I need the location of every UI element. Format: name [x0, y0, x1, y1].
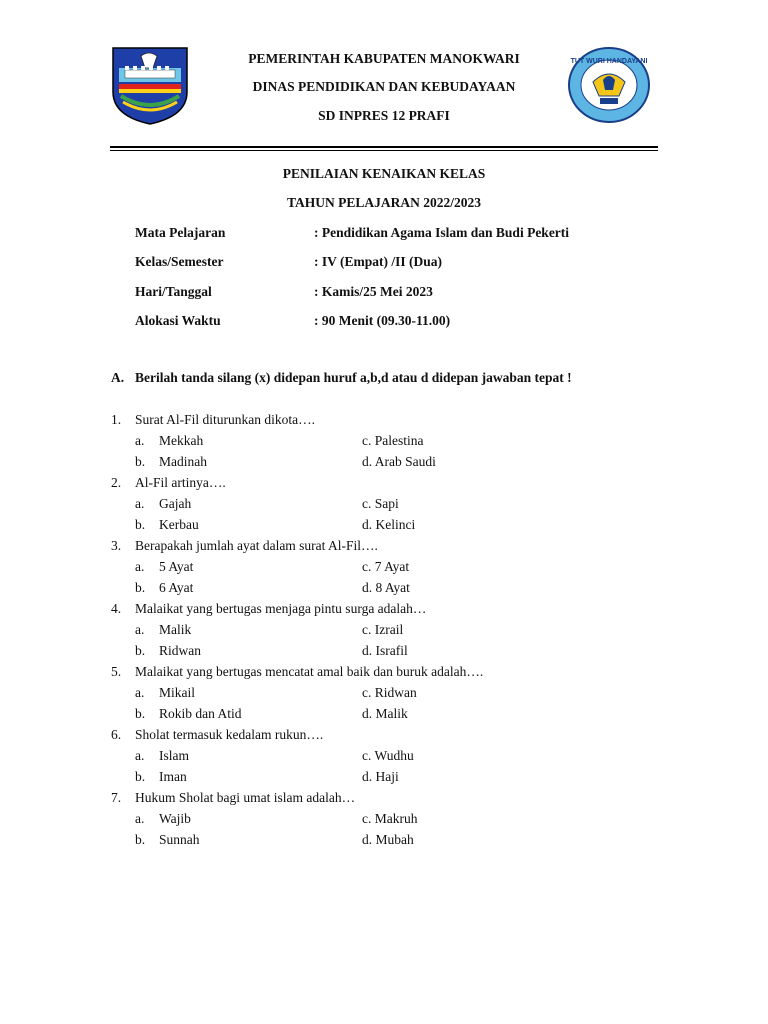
- option-4a: [135, 622, 191, 638]
- option-letter: a.: [135, 748, 145, 763]
- option-7d: d. Mubah: [362, 832, 414, 847]
- option-6c: c. Wudhu: [362, 748, 414, 763]
- option-1a: [135, 433, 203, 449]
- option-text: Rokib dan Atid: [159, 706, 242, 721]
- option-1c: c. Palestina: [362, 433, 424, 448]
- option-text: Kerbau: [159, 517, 199, 532]
- question-7: [111, 790, 355, 806]
- option-3b: [135, 580, 193, 596]
- question-1: [111, 412, 315, 428]
- header-school: SD INPRES 12 PRAFI: [318, 108, 450, 123]
- option-4d: d. Israfil: [362, 643, 408, 658]
- option-7b: [135, 832, 200, 848]
- option-text: Malik: [159, 622, 192, 637]
- option-letter: b.: [135, 517, 146, 532]
- question-text: Berapakah jumlah ayat dalam surat Al-Fil….: [135, 538, 378, 553]
- option-text: Wajib: [159, 811, 191, 826]
- question-text: Hukum Sholat bagi umat islam adalah…: [135, 790, 356, 805]
- academic-year: TAHUN PELAJARAN 2022/2023: [286, 195, 481, 210]
- question-number: 5.: [111, 664, 122, 679]
- option-4c: c. Izrail: [362, 622, 404, 637]
- section-a-instruction: [111, 370, 572, 386]
- option-5a: [135, 685, 195, 701]
- option-7a: [135, 811, 191, 827]
- option-4b: [135, 643, 201, 659]
- option-5d: d. Malik: [362, 706, 408, 721]
- info-label-date: Hari/Tanggal: [135, 284, 212, 299]
- info-value-date: : Kamis/25 Mei 2023: [314, 284, 433, 299]
- header-government: PEMERINTAH KABUPATEN MANOKWARI: [248, 51, 520, 66]
- option-6d: d. Haji: [362, 769, 399, 784]
- option-2d: d. Kelinci: [362, 517, 416, 532]
- question-number: 6.: [111, 727, 122, 742]
- section-instruction-text: Berilah tanda silang (x) didepan huruf a,b,d atau d didepan jawaban tepat !: [135, 370, 572, 385]
- question-3: [111, 538, 378, 554]
- option-letter: b.: [135, 454, 146, 469]
- question-text: Malaikat yang bertugas mencatat amal baik dan buruk adalah….: [135, 664, 484, 679]
- option-6b: [135, 769, 187, 785]
- question-6: [111, 727, 323, 743]
- option-text: Madinah: [159, 454, 207, 469]
- exam-title: PENILAIAN KENAIKAN KELAS: [282, 166, 486, 181]
- question-number: 1.: [111, 412, 122, 427]
- question-text: Al-Fil artinya….: [135, 475, 226, 490]
- question-text: Malaikat yang bertugas menjaga pintu surga adalah…: [135, 601, 427, 616]
- logo-right-text: TUT WURI HANDAYANI: [570, 58, 648, 65]
- info-value-duration: : 90 Menit (09.30-11.00): [314, 313, 451, 328]
- option-text: 5 Ayat: [159, 559, 194, 574]
- option-3d: d. 8 Ayat: [362, 580, 410, 595]
- tut-wuri-handayani-logo: [567, 46, 651, 124]
- option-text: Mikail: [159, 685, 195, 700]
- header-department: DINAS PENDIDIKAN DAN KEBUDAYAAN: [252, 79, 516, 94]
- option-letter: b.: [135, 643, 146, 658]
- question-number: 7.: [111, 790, 122, 805]
- option-text: Mekkah: [159, 433, 204, 448]
- option-2b: [135, 517, 199, 533]
- option-3a: [135, 559, 193, 575]
- option-1b: [135, 454, 207, 470]
- option-letter: a.: [135, 559, 145, 574]
- question-number: 4.: [111, 601, 122, 616]
- info-label-subject: Mata Pelajaran: [135, 225, 226, 240]
- info-label-class: Kelas/Semester: [135, 254, 224, 269]
- option-letter: b.: [135, 706, 146, 721]
- option-5c: c. Ridwan: [362, 685, 417, 700]
- option-text: Islam: [159, 748, 189, 763]
- option-5b: [135, 706, 242, 722]
- question-text: Sholat termasuk kedalam rukun….: [135, 727, 324, 742]
- option-6a: [135, 748, 189, 764]
- header-divider-thin: [110, 150, 658, 151]
- option-letter: a.: [135, 496, 145, 511]
- option-letter: a.: [135, 685, 145, 700]
- option-text: Gajah: [159, 496, 192, 511]
- option-text: Ridwan: [159, 643, 201, 658]
- option-letter: a.: [135, 622, 145, 637]
- option-letter: b.: [135, 580, 146, 595]
- question-4: [111, 601, 426, 617]
- question-number: 2.: [111, 475, 122, 490]
- option-text: Iman: [159, 769, 187, 784]
- option-letter: a.: [135, 811, 145, 826]
- info-value-subject: : Pendidikan Agama Islam dan Budi Pekerti: [314, 225, 570, 240]
- question-text: Surat Al-Fil diturunkan dikota….: [135, 412, 315, 427]
- regency-crest-logo: [111, 46, 189, 126]
- question-5: [111, 664, 483, 680]
- question-number: 3.: [111, 538, 122, 553]
- header-divider-thick: [110, 146, 658, 148]
- option-text: 6 Ayat: [159, 580, 194, 595]
- option-letter: b.: [135, 832, 146, 847]
- info-value-class: : IV (Empat) /II (Dua): [314, 254, 443, 269]
- option-7c: c. Makruh: [362, 811, 418, 826]
- option-letter: a.: [135, 433, 145, 448]
- option-3c: c. 7 Ayat: [362, 559, 410, 574]
- option-2c: c. Sapi: [362, 496, 399, 511]
- option-2a: [135, 496, 191, 512]
- option-letter: b.: [135, 769, 146, 784]
- info-label-duration: Alokasi Waktu: [135, 313, 221, 328]
- option-text: Sunnah: [159, 832, 200, 847]
- option-1d: d. Arab Saudi: [362, 454, 436, 469]
- section-letter: A.: [111, 370, 125, 385]
- question-2: [111, 475, 226, 491]
